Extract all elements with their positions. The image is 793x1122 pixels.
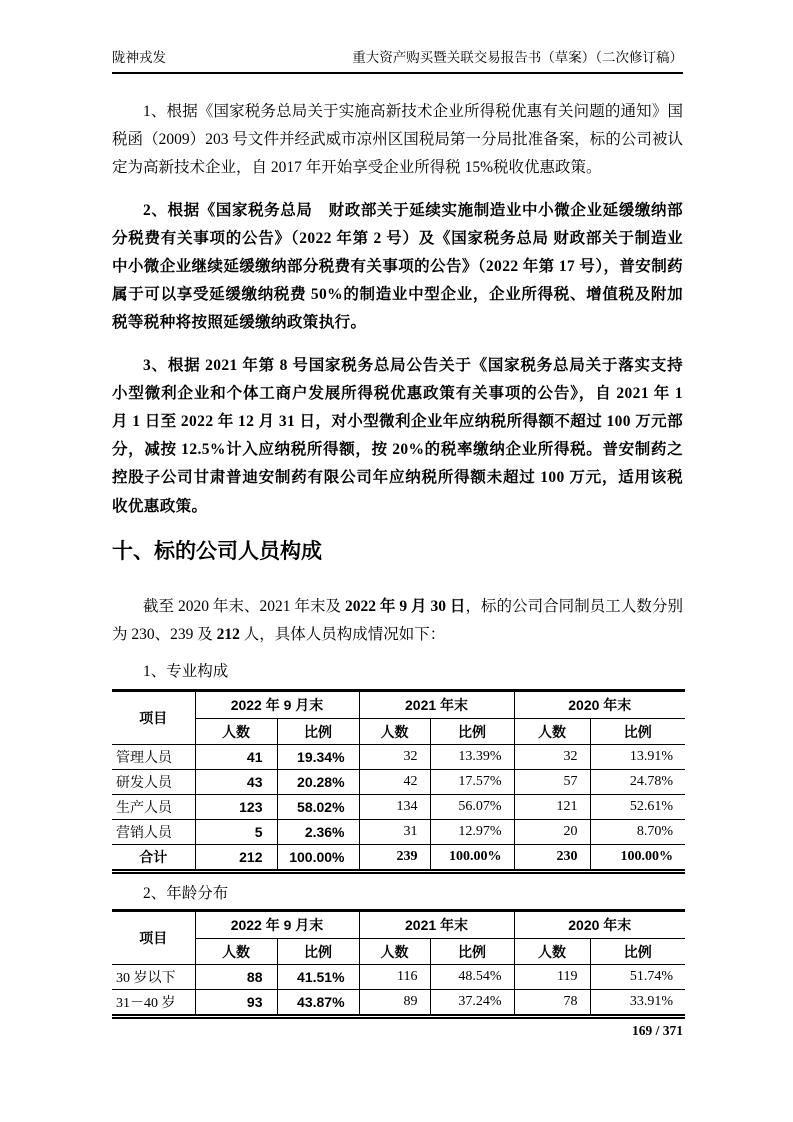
row-label: 30 岁以下: [112, 965, 195, 990]
cell-ratio: 58.02%: [277, 795, 359, 820]
year-header-2021: 2021 年末: [359, 911, 514, 939]
cell-headcount: 119: [514, 965, 590, 990]
table-header: [112, 691, 685, 745]
cell-headcount: 78: [514, 990, 590, 1017]
intro-text-segment: ，标的公司合同制员工人数分别为 230、239 及: [112, 597, 683, 644]
table-row: [112, 745, 685, 770]
item-column-header: 项目: [112, 911, 195, 965]
year-header-2022: 2022 年 9 月末: [195, 911, 359, 939]
cell-ratio: 2.36%: [277, 820, 359, 845]
intro-text-segment: 截至 2020 年末、2021 年末及: [143, 597, 345, 615]
cell-ratio: 33.91%: [590, 990, 685, 1017]
cell-headcount: 134: [359, 795, 430, 820]
cell-ratio: 51.74%: [590, 965, 685, 990]
paragraph-tax-policy-2: 2、根据《国家税务总局 财政部关于延续实施制造业中小微企业延缓缴纳部分税费有关事项的公告》（2022 年第 2 号）及《国家税务总局 财政部关于制造业中小微企业继续延缓缴纳部分税费有关事项的公告》（2022 年第 17 号），普安制药属于可以享受延缓缴纳税费 50%的制造业中型企业，企业所得税、增值税及附加税等税种将按照延缓缴纳政策执行。: [112, 201, 683, 332]
cell-ratio: 52.61%: [590, 795, 685, 820]
table-body: [112, 965, 685, 1017]
row-label: 31－40 岁: [112, 990, 195, 1017]
cell-headcount: 32: [514, 745, 590, 770]
ratio-header: 比例: [590, 719, 685, 745]
cell-ratio: 12.97%: [430, 820, 514, 845]
cell-headcount: 5: [195, 820, 277, 845]
table-header-row: [112, 911, 685, 939]
cell-headcount: 239: [359, 845, 430, 872]
cell-headcount: 41: [195, 745, 277, 770]
table-row: [112, 990, 685, 1017]
cell-ratio: 56.07%: [430, 795, 514, 820]
row-label: 营销人员: [112, 820, 195, 845]
item-column-header: 项目: [112, 691, 195, 745]
year-header-2020: 2020 年末: [514, 911, 685, 939]
table-row: [112, 795, 685, 820]
cell-ratio: 8.70%: [590, 820, 685, 845]
cell-headcount: 123: [195, 795, 277, 820]
paragraph-staff-intro: [112, 593, 683, 649]
count-header: 人数: [195, 939, 277, 965]
profession-composition-table: [112, 689, 685, 874]
page-number: 169 / 371: [631, 1023, 683, 1039]
cell-ratio: 20.28%: [277, 770, 359, 795]
subsection-profession: 1、专业构成: [143, 663, 229, 681]
table-subheader-row: [112, 719, 685, 745]
header-report-title: 重大资产购买暨关联交易报告书（草案）（二次修订稿）: [352, 50, 683, 65]
cell-headcount: 88: [195, 965, 277, 990]
row-label: 研发人员: [112, 770, 195, 795]
row-label: 生产人员: [112, 795, 195, 820]
count-header: 人数: [514, 719, 590, 745]
cell-ratio: 19.34%: [277, 745, 359, 770]
cell-ratio: 41.51%: [277, 965, 359, 990]
cell-ratio: 37.24%: [430, 990, 514, 1017]
cell-headcount: 43: [195, 770, 277, 795]
year-header-2021: 2021 年末: [359, 691, 514, 719]
cell-ratio: 17.57%: [430, 770, 514, 795]
ratio-header: 比例: [430, 939, 514, 965]
cell-ratio: 48.54%: [430, 965, 514, 990]
cell-ratio: 24.78%: [590, 770, 685, 795]
row-label: 管理人员: [112, 745, 195, 770]
cell-ratio: 43.87%: [277, 990, 359, 1017]
cell-headcount: 121: [514, 795, 590, 820]
table-subheader-row: [112, 939, 685, 965]
table-row: [112, 770, 685, 795]
age-distribution-table: [112, 909, 685, 1019]
paragraph-tax-policy-3: 3、根据 2021 年第 8 号国家税务总局公告关于《国家税务总局关于落实支持小型微利企业和个体工商户发展所得税优惠政策有关事项的公告》，自 2021 年 1 月 1 日至 2022 年 12 月 31 日，对小型微利企业年应纳税所得额不超过 100 万元部分，减按 12.5%计入应纳税所得额，按 20%的税率缴纳企业所得税。普安制药之控股子公司甘肃普迪安制药有限公司年应纳税所得额未超过 100 万元，适用该税收优惠政策。: [112, 356, 683, 515]
section-title: 十、标的公司人员构成: [112, 539, 322, 563]
cell-ratio: 100.00%: [277, 845, 359, 872]
table-header-row: [112, 691, 685, 719]
cell-headcount: 57: [514, 770, 590, 795]
cell-ratio: 13.91%: [590, 745, 685, 770]
cell-headcount: 93: [195, 990, 277, 1017]
page-content: [0, 98, 793, 1039]
count-header: 人数: [359, 939, 430, 965]
ratio-header: 比例: [430, 719, 514, 745]
subsection-age: 2、年龄分布: [143, 885, 229, 903]
year-header-2022: 2022 年 9 月末: [195, 691, 359, 719]
table-total-row: [112, 845, 685, 872]
count-header: 人数: [195, 719, 277, 745]
table-row: [112, 820, 685, 845]
table-body: [112, 745, 685, 872]
cell-headcount: 20: [514, 820, 590, 845]
header-company-name: 陇神戎发: [112, 50, 166, 65]
cell-ratio: 100.00%: [430, 845, 514, 872]
ratio-header: 比例: [590, 939, 685, 965]
ratio-header: 比例: [277, 939, 359, 965]
running-header: [112, 0, 683, 74]
cell-ratio: 100.00%: [590, 845, 685, 872]
cell-headcount: 89: [359, 990, 430, 1017]
intro-bold-date: 2022 年 9 月 30 日: [344, 597, 466, 615]
paragraph-tax-policy-1: 1、根据《国家税务总局关于实施高新技术企业所得税优惠有关问题的通知》国税函（2009）203 号文件并经武威市凉州区国税局第一分局批准备案，标的公司被认定为高新技术企业，自 2017 年开始享受企业所得税 15%税收优惠政策。: [112, 103, 683, 177]
count-header: 人数: [514, 939, 590, 965]
count-header: 人数: [359, 719, 430, 745]
table-header: [112, 911, 685, 965]
cell-headcount: 230: [514, 845, 590, 872]
table-row: [112, 965, 685, 990]
ratio-header: 比例: [277, 719, 359, 745]
cell-headcount: 116: [359, 965, 430, 990]
cell-headcount: 42: [359, 770, 430, 795]
cell-headcount: 32: [359, 745, 430, 770]
intro-bold-count: 212: [216, 626, 240, 644]
row-label: 合计: [112, 845, 195, 872]
year-header-2020: 2020 年末: [514, 691, 685, 719]
cell-headcount: 31: [359, 820, 430, 845]
cell-ratio: 13.39%: [430, 745, 514, 770]
cell-headcount: 212: [195, 845, 277, 872]
intro-text-segment: 人，具体人员构成情况如下：: [239, 626, 446, 644]
